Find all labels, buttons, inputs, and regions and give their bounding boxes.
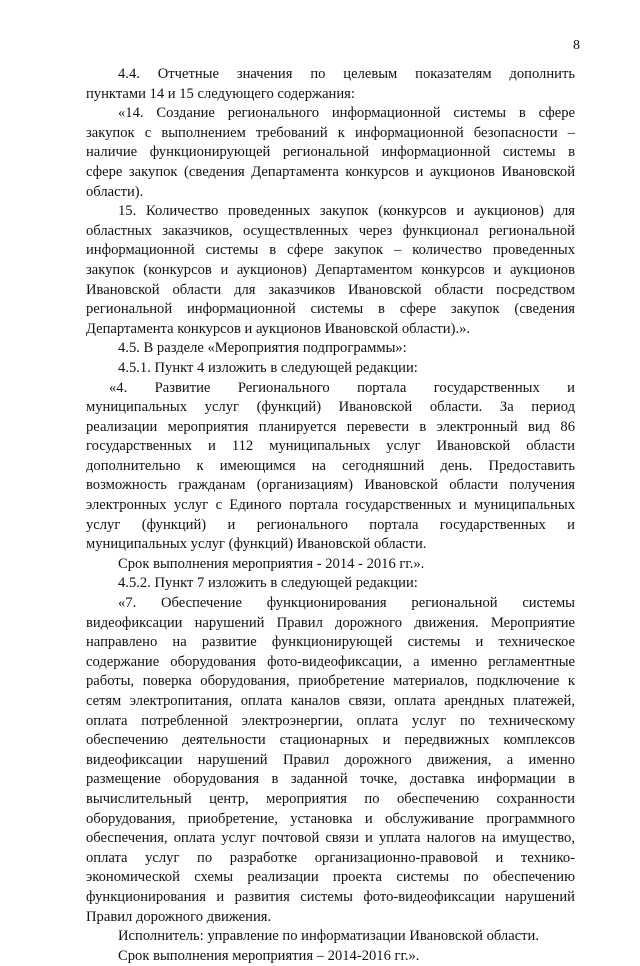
text-line: оплата потребленной электроэнергии, оплата услуг по техническому bbox=[86, 712, 575, 729]
text-line: обеспечения, оплата услуг почтовой связи и уплата налогов на имущество, bbox=[86, 830, 575, 847]
text-line: области). bbox=[86, 183, 144, 200]
paragraph bbox=[86, 379, 575, 555]
text-line: видеофиксации нарушений Правил дорожного движения. Мероприятие bbox=[86, 614, 575, 631]
text-line: вычислительный центр, мероприятия по обеспечению сохранности bbox=[86, 790, 575, 807]
text-line: видеофиксации нарушений Правил дорожного движения, а именно bbox=[86, 751, 575, 768]
text-line: электронных услуг с Единого портала государственных и муниципальных bbox=[86, 497, 575, 514]
text-line: «7. Обеспечение функционирования региональной системы bbox=[118, 595, 575, 612]
text-line: муниципальных услуг (функций) Ивановской области. За период bbox=[86, 399, 575, 416]
text-line: реализации мероприятия планируется перевести в электронный вид 86 bbox=[86, 418, 575, 435]
text-line: Департамента конкурсов и аукционов Ивановской области).». bbox=[86, 320, 471, 337]
text-line: пунктами 14 и 15 следующего содержания: bbox=[86, 85, 355, 102]
text-line: оборудования, приобретение, установка и обслуживание программного bbox=[86, 810, 575, 827]
text-line: закупок с выполнением требований к информационной безопасности – bbox=[86, 124, 575, 141]
text-line: содержание оборудования фото-видеофиксации, а именно регламентные bbox=[86, 653, 575, 670]
paragraph bbox=[86, 359, 575, 379]
paragraph bbox=[86, 104, 575, 202]
paragraph bbox=[86, 339, 575, 359]
text-line: обеспечению деятельности стационарных и передвижных комплексов bbox=[86, 732, 575, 749]
paragraph bbox=[86, 202, 575, 339]
paragraph bbox=[86, 574, 575, 594]
text-line: Срок выполнения мероприятия – 2014-2016 гг.». bbox=[118, 947, 420, 964]
text-line: сфере закупок (сведения Департамента конкурсов и аукционов Ивановской bbox=[86, 163, 575, 180]
text-line: муниципальных услуг (функций) Ивановской области. bbox=[86, 536, 427, 553]
text-line: 4.5.2. Пункт 7 изложить в следующей редакции: bbox=[118, 575, 418, 592]
document-body bbox=[86, 65, 575, 966]
text-line: информационной системы в сфере закупок – количество проведенных bbox=[86, 242, 575, 259]
text-line: региональной информационной системы в сфере закупок (сведения bbox=[86, 301, 575, 318]
text-line: экономической схемы реализации проекта системы по обеспечению bbox=[86, 869, 575, 886]
text-line: размещение оборудования в заданной точке, доставка информации в bbox=[86, 771, 575, 788]
paragraph bbox=[86, 65, 575, 104]
text-line: сетям электропитания, оплата каналов связи, оплата арендных платежей, bbox=[86, 693, 575, 709]
text-line: возможность гражданам (организациям) Ивановской области получения bbox=[86, 477, 575, 494]
text-line: закупок (конкурсов и аукционов) Департаментом конкурсов и аукционов bbox=[86, 261, 575, 278]
text-line: наличие функционирующей региональной информационной системы в bbox=[86, 144, 575, 161]
text-line: 4.5. В разделе «Мероприятия подпрограммы»: bbox=[118, 340, 407, 357]
text-line: функционирования и развития системы фото-видеофиксации нарушений bbox=[86, 888, 575, 905]
text-line: Срок выполнения мероприятия - 2014 - 2016 гг.». bbox=[118, 555, 425, 572]
text-line: областных заказчиков, осуществленных через функционал региональной bbox=[86, 222, 575, 239]
text-line: услуг (функций) и регионального портала государственных и bbox=[86, 516, 575, 533]
text-line: «4. Развитие Регионального портала государственных и bbox=[109, 379, 575, 396]
page-number: 8 bbox=[573, 38, 580, 53]
paragraph bbox=[86, 594, 575, 927]
text-line: Правил дорожного движения. bbox=[86, 908, 272, 925]
text-line: дополнительно к имеющимся на сегодняшний день. Предоставить bbox=[86, 457, 575, 474]
text-line: Исполнитель: управление по информатизации Ивановской области. bbox=[118, 928, 540, 945]
text-line: Ивановской области для заказчиков Ивановской области посредством bbox=[86, 281, 575, 298]
text-line: направлено на развитие функционирующей системы и техническое bbox=[86, 634, 575, 651]
text-line: 15. Количество проведенных закупок (конкурсов и аукционов) для bbox=[118, 203, 575, 220]
text-line: государственных и 112 муниципальных услуг Ивановской области bbox=[86, 438, 575, 455]
paragraph bbox=[86, 927, 575, 947]
paragraph bbox=[86, 947, 575, 966]
text-line: оплата услуг по разработке организационно-правовой и технико- bbox=[86, 849, 575, 866]
text-line: 4.5.1. Пункт 4 изложить в следующей редакции: bbox=[118, 359, 418, 376]
paragraph bbox=[86, 555, 575, 575]
text-line: 4.4. Отчетные значения по целевым показателям дополнить bbox=[118, 66, 575, 82]
text-line: «14. Создание регионального информационной системы в сфере bbox=[118, 105, 575, 122]
text-line: работы, поверка оборудования, приобретение материалов, подключение к bbox=[86, 673, 575, 690]
